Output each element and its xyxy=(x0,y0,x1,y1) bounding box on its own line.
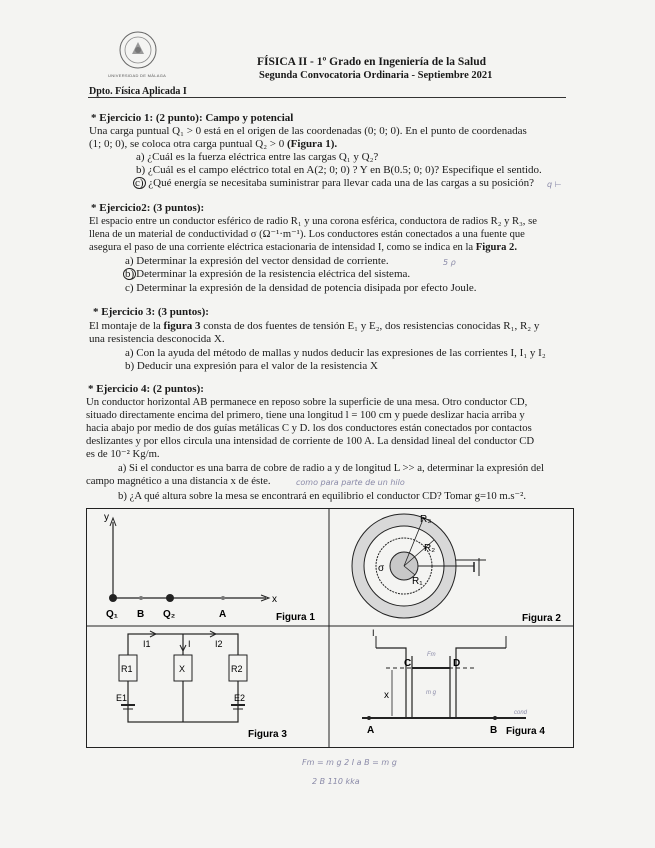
ex2-handwritten-note: 5 ρ xyxy=(443,258,456,267)
ex4-line2: situado directamente encima del primero, tiene una longitud l = 100 cm y puede deslizar hacia arriba y xyxy=(86,409,525,421)
ex4-question-a: a) Si el conductor es una barra de cobre de radio a y de longitud L >> a, determinar la expresión del xyxy=(118,462,544,474)
fig1-a-dot xyxy=(221,596,225,600)
ex4-line3: hacia abajo por medio de dos guías metálicas C y D. los dos conductores están conectados por contactos xyxy=(86,422,532,434)
fig3-r1-label: R1 xyxy=(121,664,133,674)
fig3-r2-label: R2 xyxy=(231,664,243,674)
fig2-caption: Figura 2 xyxy=(522,613,561,624)
figure-2 xyxy=(352,514,561,624)
fig1-b-label: B xyxy=(137,609,145,620)
ex1-question-b: b) ¿Cuál es el campo eléctrico total en A(2; 0; 0) ? Y en B(0.5; 0; 0)? Especifique el sentido. xyxy=(136,164,542,176)
fig1-b-dot xyxy=(139,596,143,600)
fig4-c-label: C xyxy=(404,658,412,669)
ex2-line1: El espacio entre un conductor esférico de radio R₁ y una corona esférica, conductora de radios R₂ y R₃, se xyxy=(89,216,537,227)
ex3-figure-ref: figura 3 xyxy=(163,320,201,332)
fig4-b-label: B xyxy=(490,725,498,736)
fig4-right-guide xyxy=(456,648,506,718)
fig4-caption: Figura 4 xyxy=(506,726,545,737)
figures-frame xyxy=(87,509,574,748)
ex1-figure-ref: (Figura 1). xyxy=(287,138,338,150)
ex1-line2-text: (1; 0; 0), se coloca otra carga puntual Q₂ > 0 xyxy=(89,138,287,150)
fig4-mg-note: m g xyxy=(426,690,437,696)
ex3-line1-c: consta de dos fuentes de tensión E₁ y E₂, dos resistencias conocidas R₁, R₂ y xyxy=(200,320,540,332)
fig1-q2-label: Q₂ xyxy=(163,609,176,620)
fig3-e2-label: E2 xyxy=(234,693,246,703)
ex3-question-b: b) Deducir una expresión para el valor de la resistencia X xyxy=(125,360,378,372)
university-seal-icon xyxy=(118,30,158,70)
fig4-x-label: x xyxy=(384,690,389,701)
ex1-line1: Una carga puntual Q₁ > 0 está en el origen de las coordenadas (0; 0; 0). En el punto de coordenadas xyxy=(89,125,527,137)
fig1-x-label: x xyxy=(272,594,277,605)
ex3-line1-a: El montaje de la xyxy=(89,320,164,332)
fig1-q1-dot xyxy=(109,594,117,602)
ex4-handwritten-note: como para parte de un hilo xyxy=(296,478,405,487)
exam-subtitle: Segunda Convocatoria Ordinaria - Septiembre 2021 xyxy=(259,70,493,81)
ex2-line3 xyxy=(89,241,517,254)
fig3-x-label: X xyxy=(179,664,186,674)
ex2-line2: llena de un material de conductividad σ (Ω⁻¹·m⁻¹). Los conductores están conectados a una fuente que xyxy=(89,229,525,240)
ex1-question-c xyxy=(133,177,534,190)
ex2-figure-ref: Figura 2. xyxy=(475,242,517,253)
ex4-line5: es de 10⁻² Kg/m. xyxy=(86,448,160,460)
ex2-b-text: Determinar la expresión de la resistencia eléctrica del sistema. xyxy=(136,268,411,280)
handwritten-note-1: Fm = m g 2 I a B = m g xyxy=(302,758,397,767)
fig1-y-label: y xyxy=(104,512,109,523)
fig4-d-label: D xyxy=(453,658,461,669)
exam-title: FÍSICA II - 1º Grado en Ingeniería de la Salud xyxy=(257,56,487,68)
ex4-title: * Ejercicio 4: (2 puntos): xyxy=(88,383,204,395)
fig4-b-point xyxy=(493,716,497,720)
fig1-q1-label: Q₁ xyxy=(106,609,118,620)
fig2-r2-label: R₂ xyxy=(424,543,436,554)
figure-1 xyxy=(104,512,315,623)
fig2-sigma-label: σ xyxy=(378,563,385,574)
ex3-line2: una resistencia desconocida X. xyxy=(89,333,225,345)
ex3-title: * Ejercicio 3: (3 puntos): xyxy=(93,306,209,318)
fig4-a-label: A xyxy=(367,725,375,736)
ex3-line1 xyxy=(89,320,539,333)
ex1-handwritten-note: q ⊢ xyxy=(547,180,562,189)
ex4-line4: deslizantes y por ellos circula una intensidad de corriente de 100 A. La densidad lineal del conductor CD xyxy=(86,435,535,447)
ex1-line2 xyxy=(89,138,337,151)
fig4-a-point xyxy=(367,716,371,720)
fig2-r1-label: R₁ xyxy=(412,576,423,587)
ex1-title: * Ejercicio 1: (2 punto): Campo y potencial xyxy=(91,112,294,124)
ex4-question-b: b) ¿A qué altura sobre la mesa se encontrará en equilibrio el conductor CD? Tomar g=10 m.s⁻². xyxy=(118,490,527,502)
ex2-question-b xyxy=(123,268,410,281)
fig3-i-label: I xyxy=(188,639,191,649)
fig3-i2-label: I2 xyxy=(215,639,223,649)
fig3-caption: Figura 3 xyxy=(248,729,287,740)
ex2-line3-text: asegura el paso de una corriente eléctrica estacionaria de intensidad I, como se indica en la xyxy=(89,242,476,253)
figures-grid xyxy=(86,508,574,748)
fig4-cond-note: cond xyxy=(514,710,528,716)
ex2-b-circled-mark: b) xyxy=(125,268,135,280)
fig4-left-guide xyxy=(376,648,406,718)
fig1-q2-dot xyxy=(166,594,174,602)
ex4-question-a-cont: campo magnético a una distancia x de éste. xyxy=(86,475,271,487)
ex1-question-a: a) ¿Cuál es la fuerza eléctrica entre las cargas Q₁ y Q₂? xyxy=(136,151,379,163)
ex2-title: * Ejercicio2: (3 puntos): xyxy=(91,202,205,214)
figure-3 xyxy=(116,631,287,740)
fig1-a-label: A xyxy=(219,609,227,620)
ex4-line1: Un conductor horizontal AB permanece en reposo sobre la superficie de una mesa. Otro conductor CD, xyxy=(86,396,528,408)
ex2-question-c: c) Determinar la expresión de la densidad de potencia disipada por efecto Joule. xyxy=(125,282,477,294)
ex1-c-text: ¿Qué energía se necesitaba suministrar para llevar cada una de las cargas a su posición? xyxy=(145,177,534,189)
ex1-c-circled-mark: c) xyxy=(135,177,144,189)
department: Dpto. Física Aplicada I xyxy=(89,86,187,97)
fig3-e1-label: E1 xyxy=(116,693,128,703)
fig1-caption: Figura 1 xyxy=(276,612,315,623)
handwritten-note-2: 2 B 110 kka xyxy=(312,777,360,786)
figure-4 xyxy=(362,628,545,737)
fig2-r3-label: R₃ xyxy=(420,514,432,525)
ex3-question-a: a) Con la ayuda del método de mallas y nudos deducir las expresiones de las corrientes I, I₁ y I₂ xyxy=(125,347,546,359)
ex2-question-a: a) Determinar la expresión del vector densidad de corriente. xyxy=(125,255,389,267)
university-name: UNIVERSIDAD DE MÁLAGA xyxy=(108,73,167,78)
fig3-i1-label: I1 xyxy=(143,639,151,649)
fig4-i-label: I xyxy=(372,628,375,638)
header-divider xyxy=(88,97,566,98)
fig4-fm-note: Fm xyxy=(427,652,436,658)
